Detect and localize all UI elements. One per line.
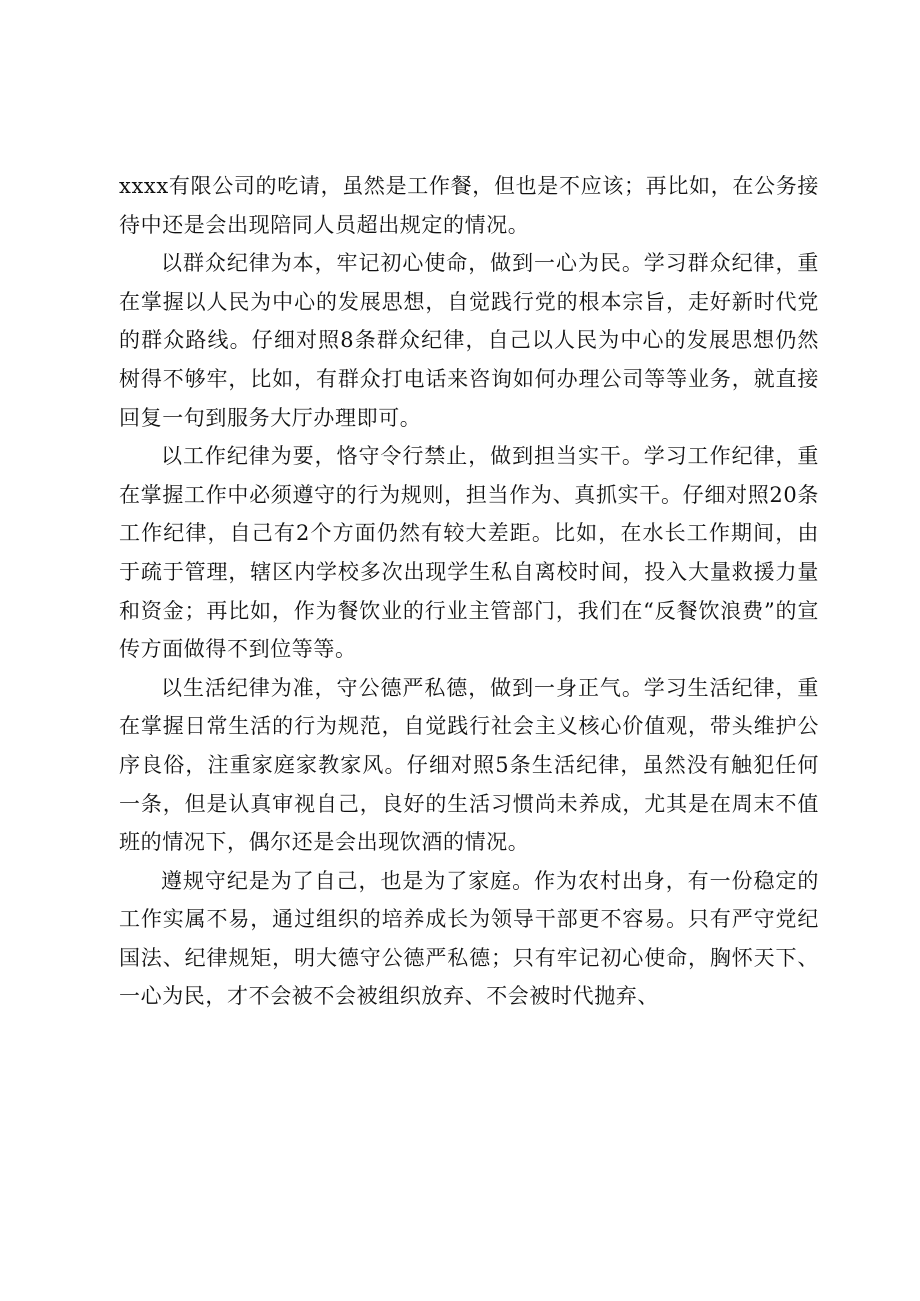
paragraph-3: 以工作纪律为要，恪守令行禁止，做到担当实干。学习工作纪律，重在掌握工作中必须遵守的行为规则，担当作为、真抓实干。仔细对照20条工作纪律，自己有2个方面仍然有较大差距。比如，在水长工作期间，由于疏于管理，辖区内学校多次出现学生私自离校时间，投入大量救援力量和资金；再比如，作为餐饮业的行业主管部门，我们在“反餐饮浪费”的宣传方面做得不到位等等。 [119, 444, 819, 662]
paragraph-1: xxxx有限公司的吃请，虽然是工作餐，但也是不应该；再比如，在公务接待中还是会出现陪同人员超出规定的情况。 [119, 174, 819, 237]
paragraph-2: 以群众纪律为本，牢记初心使命，做到一心为民。学习群众纪律，重在掌握以人民为中心的发展思想，自觉践行党的根本宗旨，走好新时代党的群众路线。仔细对照8条群众纪律，自己以人民为中心的发展思想仍然树得不够牢，比如，有群众打电话来咨询如何办理公司等等业务，就直接回复一句到服务大厅办理即可。 [119, 251, 819, 430]
paragraph-5: 遵规守纪是为了自己，也是为了家庭。作为农村出身，有一份稳定的工作实属不易，通过组织的培养成长为领导干部更不容易。只有严守党纪国法、纪律规矩，明大德守公德严私德；只有牢记初心使命，胸怀天下、一心为民，才不会被不会被组织放弃、不会被时代抛弃、 [119, 868, 819, 1009]
document-body [119, 167, 819, 1016]
paragraph-4: 以生活纪律为准，守公德严私德，做到一身正气。学习生活纪律，重在掌握日常生活的行为规范，自觉践行社会主义核心价值观，带头维护公序良俗，注重家庭家教家风。仔细对照5条生活纪律，虽然没有触犯任何一条，但是认真审视自己，良好的生活习惯尚未养成，尤其是在周末不值班的情况下，偶尔还是会出现饮酒的情况。 [119, 675, 819, 855]
